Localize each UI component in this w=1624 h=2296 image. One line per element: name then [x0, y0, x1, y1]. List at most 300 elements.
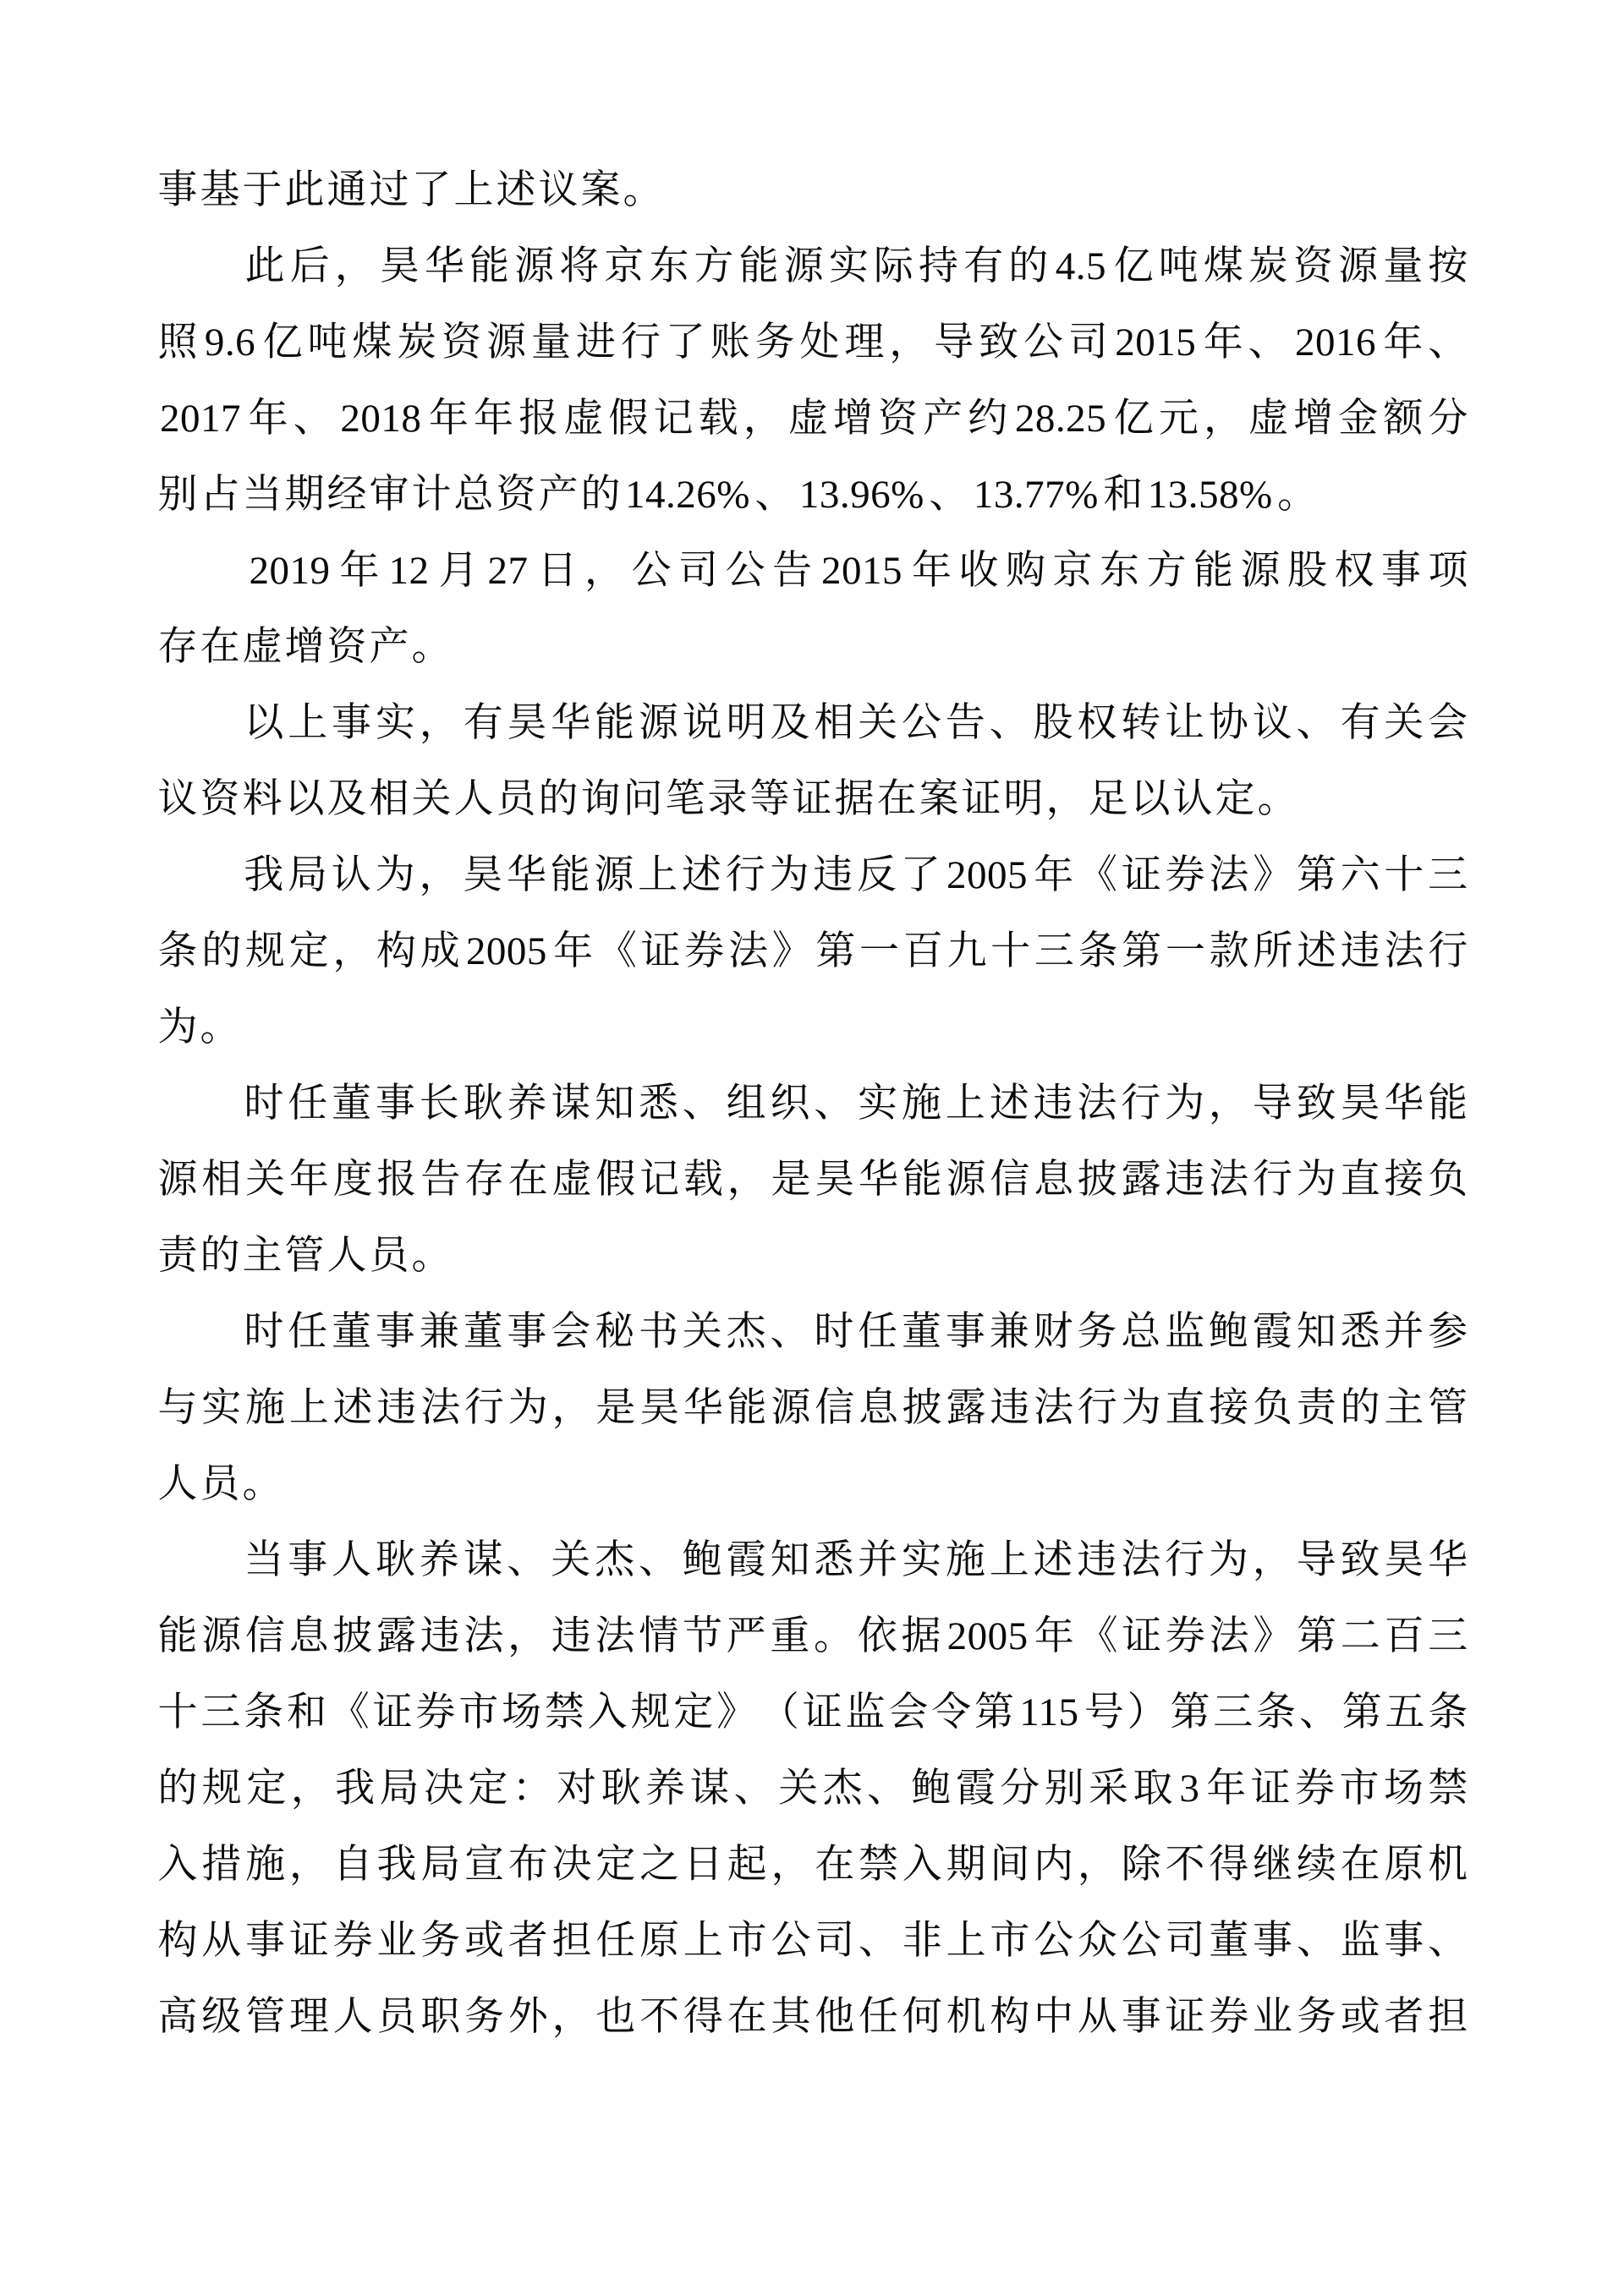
glyph: 披 [902, 1386, 942, 1430]
glyph: 其 [771, 1995, 811, 2039]
glyph: 行 [620, 321, 661, 364]
glyph: 非 [902, 1919, 942, 1963]
paragraph [156, 228, 1469, 533]
glyph: 露 [1121, 1158, 1161, 1202]
glyph: 董 [332, 1310, 372, 1354]
glyph: 间 [990, 1843, 1030, 1887]
glyph: 所 [1253, 929, 1293, 973]
glyph: 、 [859, 1919, 898, 1963]
numeric-run: 2019 [249, 549, 331, 593]
glyph: 三 [1034, 929, 1074, 973]
glyph: 问 [623, 777, 663, 821]
glyph: 决 [551, 1843, 592, 1887]
glyph: 增 [832, 397, 873, 441]
glyph: 源 [1240, 549, 1281, 593]
glyph: 源 [486, 321, 527, 364]
glyph: 金 [1338, 397, 1379, 441]
glyph: 华 [424, 244, 464, 288]
glyph: 事 [245, 1919, 286, 1963]
glyph: 反 [856, 853, 897, 897]
glyph: 董 [902, 1310, 941, 1354]
glyph: 东 [1100, 549, 1139, 593]
glyph: 秘 [595, 1310, 635, 1354]
glyph: ， [290, 1767, 331, 1811]
glyph: 吨 [1158, 244, 1199, 288]
glyph: 条 [157, 929, 198, 973]
glyph: 息 [1034, 1158, 1074, 1202]
glyph: 基 [200, 168, 240, 212]
glyph: 严 [726, 1614, 766, 1658]
glyph: 有 [963, 244, 1004, 288]
glyph: 年 [1034, 853, 1074, 897]
paragraph [156, 685, 1469, 837]
glyph: 续 [1296, 1843, 1336, 1887]
glyph: 假 [595, 1158, 636, 1202]
glyph: 能 [902, 1158, 942, 1202]
glyph: 机 [946, 1995, 986, 2039]
glyph: 的 [201, 929, 242, 973]
glyph: 为 [157, 1006, 198, 1049]
glyph: 了 [411, 168, 452, 212]
glyph: 告 [772, 549, 812, 593]
glyph: 过 [369, 168, 409, 212]
glyph: 公 [631, 549, 672, 593]
glyph: 在 [200, 625, 240, 669]
glyph: 实 [375, 701, 415, 745]
glyph: 信 [244, 1614, 285, 1658]
glyph: 总 [453, 473, 494, 517]
glyph: 亿 [1113, 244, 1154, 288]
glyph: 证 [1165, 1995, 1205, 2039]
text-line [156, 1370, 1469, 1446]
glyph: 实 [201, 1386, 242, 1430]
glyph: ， [288, 1843, 329, 1887]
glyph: 对 [557, 1767, 597, 1811]
glyph: 。 [411, 1234, 452, 1278]
glyph: 在 [876, 777, 917, 821]
glyph: 于 [242, 168, 283, 212]
glyph: 吨 [307, 321, 348, 364]
glyph: 券 [1165, 853, 1205, 897]
glyph: 事 [945, 1310, 985, 1354]
paragraph [156, 1066, 1469, 1294]
glyph: 券 [332, 1919, 373, 1963]
glyph: 管 [1428, 1386, 1468, 1430]
glyph: 足 [1088, 777, 1128, 821]
glyph: 鲍 [682, 1538, 722, 1582]
glyph: 度 [332, 1158, 373, 1202]
glyph: 等 [749, 777, 790, 821]
glyph: 责 [157, 1234, 198, 1278]
glyph: 财 [1033, 1310, 1073, 1354]
glyph: 实 [858, 1082, 898, 1126]
glyph: 主 [242, 1234, 283, 1278]
glyph: 违 [1077, 1538, 1117, 1582]
glyph: ， [743, 397, 783, 441]
glyph: 市 [1339, 1767, 1380, 1811]
glyph: 收 [958, 549, 999, 593]
glyph: 煤 [352, 321, 392, 364]
glyph: 担 [1428, 1995, 1468, 2039]
glyph: 源 [638, 701, 678, 745]
text-line [156, 1598, 1469, 1674]
glyph: 权 [1077, 701, 1117, 745]
glyph: 通 [326, 168, 367, 212]
glyph: 证 [961, 777, 1001, 821]
glyph: 年 [248, 397, 288, 441]
glyph: 悉 [638, 1082, 678, 1126]
glyph: 重 [770, 1614, 810, 1658]
glyph: 的 [1008, 244, 1049, 288]
glyph: 记 [639, 1158, 680, 1202]
text-line [156, 837, 1469, 913]
glyph: 第 [1122, 929, 1162, 973]
glyph: 人 [453, 777, 494, 821]
glyph: 证 [802, 1690, 842, 1734]
text-line [156, 1674, 1469, 1751]
glyph: 议 [538, 168, 579, 212]
glyph: 年 [1034, 1614, 1074, 1658]
glyph: 为 [508, 1386, 548, 1430]
glyph: 杰 [595, 1538, 635, 1582]
glyph: 霞 [955, 1767, 996, 1811]
text-line [156, 152, 1469, 228]
glyph: 长 [419, 1082, 459, 1126]
glyph: 人 [157, 1462, 198, 1506]
glyph: 第 [1297, 1614, 1337, 1658]
glyph: 华 [859, 1158, 898, 1202]
glyph: 据 [834, 777, 875, 821]
glyph: 百 [903, 929, 943, 973]
glyph: 他 [815, 1995, 855, 2039]
glyph: 二 [1340, 1614, 1380, 1658]
glyph: ， [889, 321, 930, 364]
glyph: 转 [1121, 701, 1161, 745]
glyph: 者 [1384, 1995, 1424, 2039]
glyph: 为 [375, 853, 415, 897]
glyph: 公 [1121, 1919, 1161, 1963]
glyph: 悉 [1340, 1310, 1380, 1354]
glyph: 业 [1253, 1995, 1293, 2039]
glyph: 能 [595, 701, 635, 745]
glyph: 、 [754, 473, 795, 517]
glyph: 报 [376, 1158, 417, 1202]
glyph: ， [334, 244, 375, 288]
glyph: 构 [376, 929, 417, 973]
glyph: 接 [1384, 1158, 1424, 1202]
glyph: 述 [1033, 1538, 1073, 1582]
glyph: 入 [157, 1843, 198, 1887]
glyph: 年 [339, 549, 380, 593]
glyph: 证 [1250, 1767, 1291, 1811]
glyph: 行 [725, 853, 765, 897]
glyph: 京 [1052, 549, 1093, 593]
glyph: 行 [464, 1386, 504, 1430]
glyph: ， [332, 929, 373, 973]
glyph: 产 [538, 473, 579, 517]
glyph: 第 [815, 929, 856, 973]
glyph: 十 [990, 929, 1031, 973]
glyph: 、 [638, 1538, 678, 1582]
glyph: 相 [369, 777, 409, 821]
numeric-run: 2005 [946, 1614, 1029, 1658]
glyph: 处 [799, 321, 840, 364]
glyph: 谋 [551, 1082, 591, 1126]
glyph: 能 [157, 1614, 198, 1658]
glyph: 法 [1121, 1538, 1161, 1582]
glyph: 入 [587, 1690, 628, 1734]
glyph: 昊 [815, 1158, 855, 1202]
glyph: ， [727, 1158, 767, 1202]
glyph: 此 [244, 244, 285, 288]
glyph: 和 [1103, 473, 1144, 517]
glyph: 录 [707, 777, 748, 821]
numeric-run: 2005 [465, 929, 547, 973]
glyph: 上 [946, 1919, 986, 1963]
glyph: 机 [1428, 1843, 1468, 1887]
glyph: 》 [771, 929, 812, 973]
glyph: 成 [420, 929, 460, 973]
glyph: 法 [727, 929, 768, 973]
text-line [156, 304, 1469, 381]
glyph: 在 [508, 1158, 548, 1202]
glyph: 事 [1121, 1995, 1161, 2039]
glyph: 为 [769, 853, 809, 897]
glyph: 、 [814, 1082, 854, 1126]
glyph: 载 [698, 397, 738, 441]
glyph: 、 [867, 1767, 907, 1811]
glyph: 除 [1121, 1843, 1161, 1887]
glyph: 东 [649, 244, 689, 288]
glyph: ， [1203, 397, 1243, 441]
glyph: 情 [639, 1614, 679, 1658]
glyph: 众 [1077, 1919, 1117, 1963]
glyph: 当 [242, 473, 283, 517]
glyph: 和 [286, 1690, 326, 1734]
glyph: 明 [726, 701, 766, 745]
numeric-run: 13.77% [973, 473, 1099, 517]
glyph: 任 [595, 1919, 636, 1963]
glyph: 定 [1215, 777, 1255, 821]
glyph: 的 [1340, 1386, 1380, 1430]
glyph: 、 [733, 1767, 774, 1811]
glyph: 能 [550, 853, 590, 897]
glyph: 悉 [814, 1538, 854, 1582]
glyph: 相 [814, 701, 854, 745]
glyph: 参 [1428, 1310, 1468, 1354]
glyph: 虚 [1248, 397, 1289, 441]
text-line [156, 533, 1469, 609]
glyph: 能 [727, 1386, 767, 1430]
glyph: 务 [1296, 1995, 1336, 2039]
glyph: 亿 [1113, 397, 1154, 441]
paragraph [156, 837, 1469, 1066]
glyph: 第 [1296, 853, 1336, 897]
glyph: 日 [683, 1843, 723, 1887]
paragraph [156, 1522, 1469, 2055]
glyph: 载 [683, 1158, 723, 1202]
glyph: 事 [1253, 1919, 1293, 1963]
glyph: 息 [859, 1386, 898, 1430]
glyph: 局 [420, 1843, 461, 1887]
glyph: 三 [1428, 1614, 1468, 1658]
glyph: 上 [288, 701, 328, 745]
glyph: 、 [1428, 321, 1468, 364]
document-body [156, 152, 1469, 2055]
glyph: 购 [1006, 549, 1045, 593]
glyph: 五 [1385, 1690, 1425, 1734]
glyph: 市 [727, 1919, 767, 1963]
glyph: 鲍 [911, 1767, 952, 1811]
glyph: 年 [288, 1158, 329, 1202]
numeric-run: 2017 [160, 397, 241, 441]
glyph: 为 [1165, 1082, 1205, 1126]
glyph: 员 [369, 1234, 409, 1278]
glyph: 京 [604, 244, 645, 288]
glyph: 原 [639, 1919, 680, 1963]
glyph: 致 [1340, 1538, 1380, 1582]
numeric-run: 2016 [1295, 321, 1376, 364]
glyph: 元 [1158, 397, 1199, 441]
glyph: 法 [1209, 1614, 1249, 1658]
glyph: 或 [464, 1919, 504, 1963]
text-line [156, 685, 1469, 761]
glyph: 条 [1256, 1690, 1297, 1734]
glyph: 一 [859, 929, 900, 973]
text-line [156, 1142, 1469, 1218]
glyph: 令 [931, 1690, 972, 1734]
glyph: 措 [201, 1843, 242, 1887]
glyph: 行 [1077, 1386, 1117, 1430]
paragraph [156, 152, 1469, 228]
text-line [156, 609, 1469, 685]
numeric-run: 2015 [821, 549, 903, 593]
glyph: 得 [683, 1995, 723, 2039]
glyph: 券 [1209, 1995, 1249, 2039]
glyph: 记 [653, 397, 694, 441]
glyph: 施 [245, 1843, 286, 1887]
glyph: 员 [200, 1462, 240, 1506]
glyph: 时 [244, 1310, 284, 1354]
glyph: 理 [844, 321, 885, 364]
glyph: 不 [639, 1995, 680, 2039]
glyph: 方 [694, 244, 734, 288]
glyph: 日 [537, 549, 578, 593]
glyph: 《 [1078, 1614, 1118, 1658]
glyph: 耿 [463, 1082, 503, 1126]
glyph: 司 [815, 1919, 855, 1963]
glyph: 。 [200, 1006, 240, 1049]
glyph: 导 [934, 321, 974, 364]
glyph: 、 [1428, 1919, 1468, 1963]
text-line [156, 1827, 1469, 1903]
glyph: 行 [1253, 1158, 1293, 1202]
paragraph [156, 533, 1469, 685]
glyph: 组 [726, 1082, 766, 1126]
glyph: 。 [242, 1462, 283, 1506]
glyph: 证 [1121, 853, 1161, 897]
glyph: 十 [157, 1690, 198, 1734]
text-line [156, 1066, 1469, 1142]
glyph: 后 [289, 244, 330, 288]
glyph: 案 [919, 777, 959, 821]
glyph: 施 [902, 1082, 941, 1126]
glyph: 证 [288, 1919, 329, 1963]
glyph: 源 [157, 1158, 198, 1202]
glyph: 昊 [1340, 1082, 1380, 1126]
glyph: 导 [1296, 1538, 1336, 1582]
glyph: 协 [1208, 701, 1248, 745]
text-line [156, 1446, 1469, 1522]
glyph: ， [551, 1386, 592, 1430]
glyph: 了 [900, 853, 941, 897]
glyph: 公 [725, 549, 765, 593]
glyph: 炭 [397, 321, 437, 364]
glyph: 之 [639, 1843, 680, 1887]
glyph: 以 [244, 701, 284, 745]
glyph: 规 [244, 929, 285, 973]
glyph: 导 [1252, 1082, 1292, 1126]
text-line [156, 228, 1469, 304]
glyph: 当 [244, 1538, 284, 1582]
glyph: 资 [878, 397, 919, 441]
glyph: 关 [551, 1538, 591, 1582]
glyph: 》 [1253, 853, 1293, 897]
glyph: 布 [508, 1843, 548, 1887]
glyph: 权 [1334, 549, 1374, 593]
glyph: 审 [369, 473, 409, 517]
glyph: 起 [727, 1843, 767, 1887]
glyph: 法 [595, 1614, 635, 1658]
glyph: 公 [1023, 321, 1063, 364]
glyph: ， [419, 853, 459, 897]
glyph: 行 [1121, 1082, 1161, 1126]
glyph: 何 [902, 1995, 942, 2039]
glyph: 实 [828, 244, 869, 288]
glyph: 内 [1034, 1843, 1074, 1887]
glyph: 别 [157, 473, 198, 517]
glyph: 源 [514, 244, 555, 288]
glyph: 券 [415, 1690, 456, 1734]
glyph: 存 [464, 1158, 504, 1202]
glyph: 定 [595, 1843, 636, 1887]
glyph: 事 [375, 1082, 415, 1126]
glyph: 上 [945, 1082, 985, 1126]
glyph: 违 [1340, 929, 1380, 973]
glyph: 年 [553, 929, 594, 973]
glyph: 增 [284, 625, 325, 669]
glyph: 霞 [726, 1538, 766, 1582]
glyph: 述 [681, 853, 721, 897]
glyph: 券 [1295, 1767, 1336, 1811]
glyph: 上 [989, 1538, 1029, 1582]
glyph: 披 [1077, 1158, 1117, 1202]
glyph: 。 [1257, 777, 1298, 821]
glyph: 《 [596, 929, 637, 973]
glyph: 资 [326, 625, 367, 669]
glyph: 负 [1253, 1386, 1293, 1430]
glyph: ， [419, 701, 459, 745]
glyph: 料 [242, 777, 283, 821]
glyph: 条 [1078, 929, 1118, 973]
glyph: 谋 [689, 1767, 730, 1811]
glyph: 及 [770, 701, 810, 745]
glyph: 、 [1296, 1919, 1336, 1963]
glyph: 年 [428, 397, 469, 441]
glyph: 明 [1003, 777, 1044, 821]
glyph: 员 [496, 777, 536, 821]
glyph: 我 [244, 853, 284, 897]
